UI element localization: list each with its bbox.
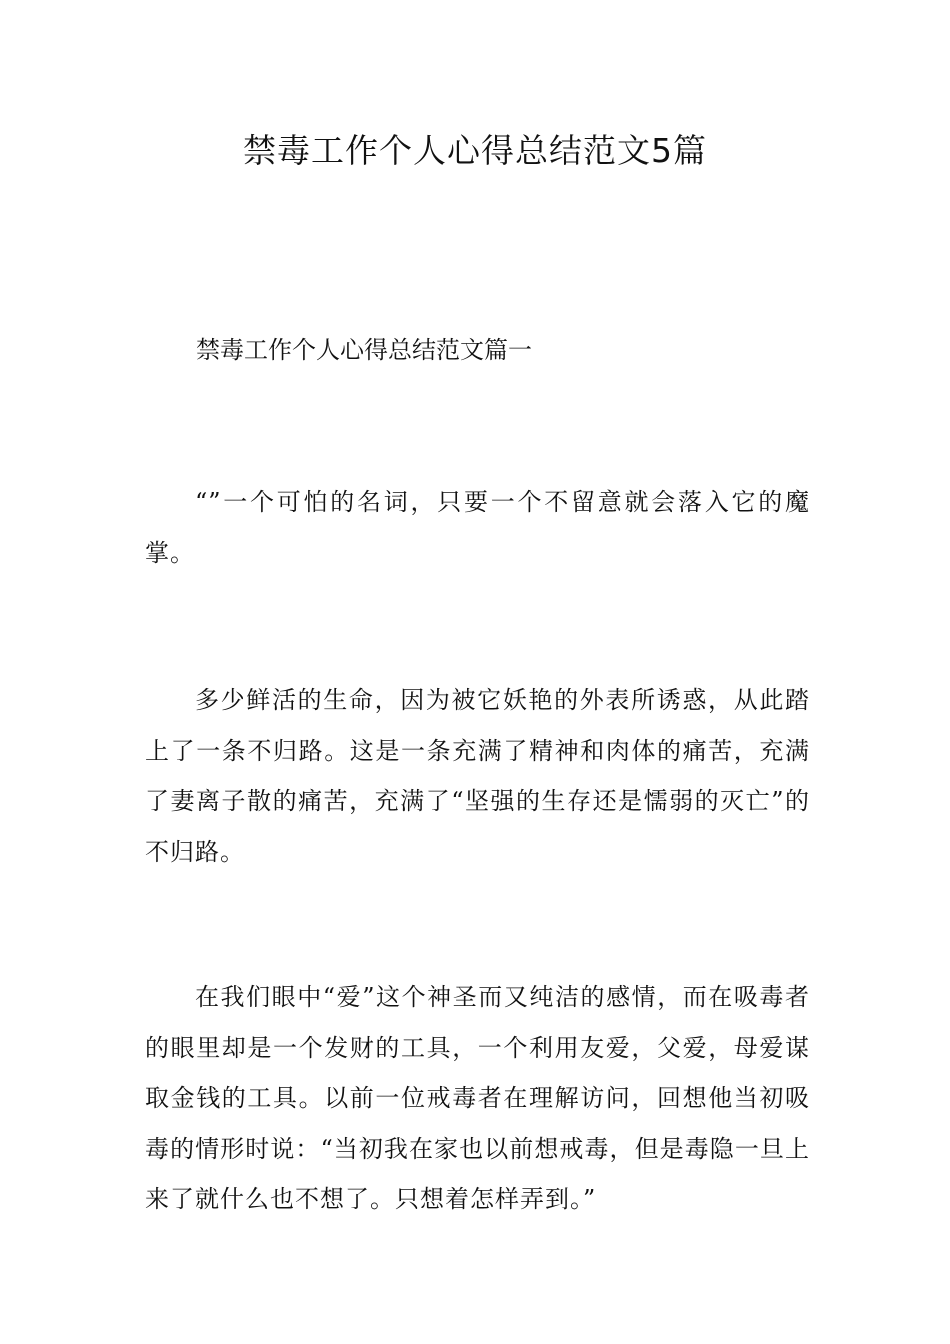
paragraph: 多少鲜活的生命，因为被它妖艳的外表所诱惑，从此踏上了一条不归路。这是一条充满了精神和肉体的痛苦，充满了妻离子散的痛苦，充满了“坚强的生存还是懦弱的灭亡”的不归路。 [145, 686, 810, 866]
section-heading: 禁毒工作个人心得总结范文篇一 [196, 336, 532, 364]
paragraph: “”一个可怕的名词，只要一个不留意就会落入它的魔掌。 [145, 488, 810, 567]
document-title: 禁毒工作个人心得总结范文5篇 [243, 131, 707, 170]
paragraph: 在我们眼中“爱”这个神圣而又纯洁的感情，而在吸毒者的眼里却是一个发财的工具，一个利用友爱，父爱，母爱谋取金钱的工具。以前一位戒毒者在理解访问，回想他当初吸毒的情形时说：“当初我在家也以前想戒毒，但是毒隐一旦上来了就什么也不想了。只想着怎样弄到。” [145, 983, 810, 1213]
